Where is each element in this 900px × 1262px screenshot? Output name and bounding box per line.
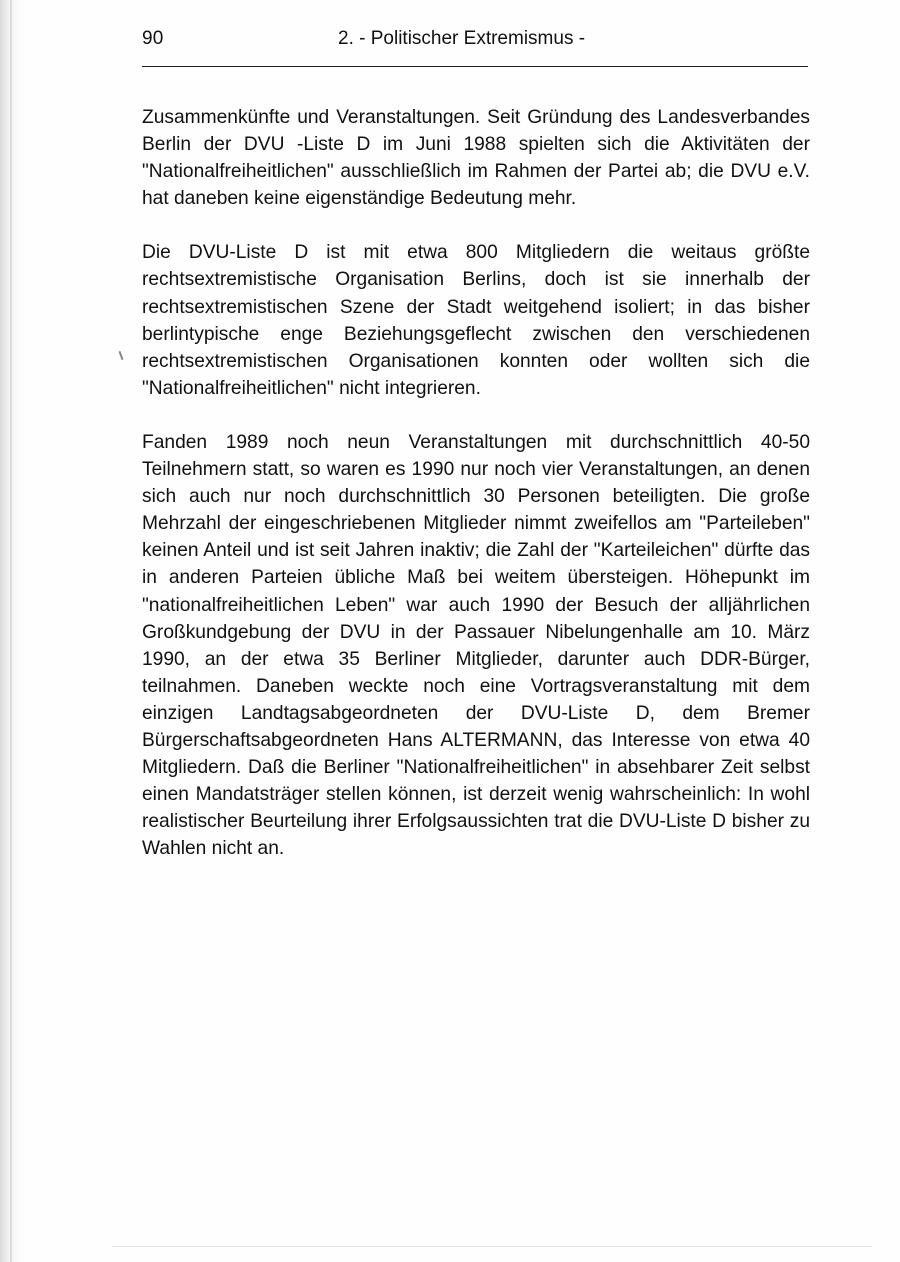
running-title: 2. - Politischer Extremismus - <box>338 28 586 49</box>
header-rule <box>142 66 808 67</box>
paragraph-2: Die DVU-Liste D ist mit etwa 800 Mitgliedern die weitaus größte rechtsextremistische Organisation Berlins, doch ist sie innerhalb der rechtsextremistischen Szene der Stadt weitgehend isoliert; in das bisher berlintypische enge Beziehungsgeflecht zwischen den verschiedenen rechtsextremistischen Organisationen konnten oder wollten sich die "Nationalfreiheitlichen" nicht integrieren. <box>142 242 810 399</box>
main-text <box>142 104 810 889</box>
binding-shadow-line <box>10 0 12 1262</box>
paragraph-1: Zusammenkünfte und Veranstaltungen. Seit Gründung des Landesverbandes Berlin der DVU -Liste D im Juni 1988 spielten sich die Aktivitäten der "Nationalfreiheitlichen" ausschließlich im Rahmen der Partei ab; die DVU e.V. hat daneben keine eigenständige Bedeutung mehr. <box>142 107 810 210</box>
page-header <box>142 28 808 54</box>
page-bottom-edge <box>112 1246 872 1247</box>
page-number: 90 <box>142 28 164 49</box>
scan-speck <box>119 351 124 360</box>
paragraph-3: Fanden 1989 noch neun Veranstaltungen mit durchschnittlich 40-50 Teilnehmern statt, so waren es 1990 nur noch vier Veranstaltungen, an denen sich auch nur noch durchschnittlich 30 Personen beteiligten. Die große Mehrzahl der eingeschriebenen Mitglieder nimmt zweifellos am "Parteileben" keinen Anteil und ist seit Jahren inaktiv; die Zahl der "Karteileichen" dürfte das in anderen Parteien übliche Maß bei weitem übersteigen. Höhepunkt im "nationalfreiheitlichen Leben" war auch 1990 der Besuch der alljährlichen Großkundgebung der DVU in der Passauer Nibelungenhalle am 10. März 1990, an der etwa 35 Berliner Mitglieder, darunter auch DDR-Bürger, teilnahmen. Daneben weckte noch eine Vortragsveranstaltung mit dem einzigen Landtagsabgeordneten der DVU-Liste D, dem Bremer Bürgerschaftsabgeordneten Hans ALTERMANN, das Interesse von etwa 40 Mitgliedern. Daß die Berliner "Nationalfreiheitlichen" in absehbarer Zeit selbst einen Mandatsträger stellen können, ist derzeit wenig wahrscheinlich: In wohl realistischer Beurteilung ihrer Erfolgsaussichten trat die DVU-Liste D bisher zu Wahlen nicht an. <box>142 431 810 860</box>
